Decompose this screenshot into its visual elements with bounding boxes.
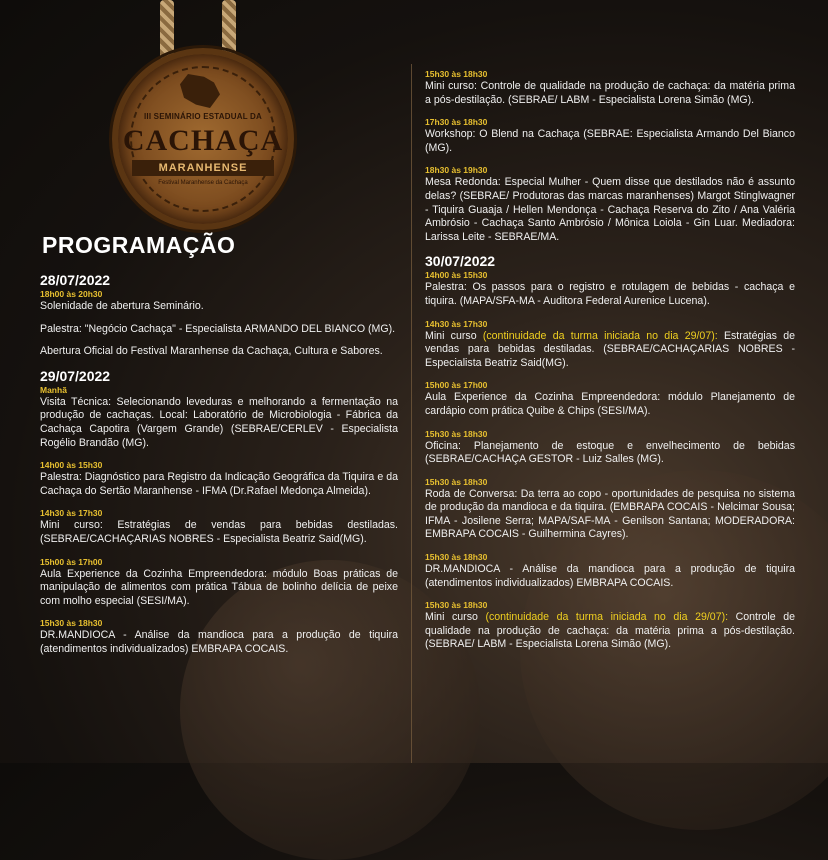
schedule-text-body: Workshop: O Blend na Cachaça (SEBRAE: Especialista Armando Del Bianco (MG). (425, 128, 795, 154)
schedule-text-body: Visita Técnica: Selecionando leveduras e melhorando a fermentação na produção de cachaças. Local: Laboratório de Microbiologia - Fábrica da Cachaça Capotira (Vargem Grande) (SEBRAE/CERLEV - Especialista Rogélio Brandão (MG). (40, 395, 398, 449)
schedule-gap (425, 467, 795, 476)
schedule-entry (40, 289, 398, 314)
schedule-time: 15h00 às 17h00 (425, 380, 488, 391)
schedule-entry (425, 477, 795, 542)
schedule-time: 15h00 às 17h00 (40, 556, 103, 567)
schedule-entry (40, 460, 398, 498)
schedule-entry (425, 165, 795, 244)
schedule-entry (40, 508, 398, 546)
schedule-entry (425, 270, 795, 308)
schedule-time: 15h30 às 18h30 (40, 618, 103, 629)
schedule-time: 14h00 às 15h30 (40, 460, 103, 471)
schedule-entry (425, 117, 795, 155)
schedule-text-body: Roda de Conversa: Da terra ao copo - oportunidades de pesquisa no sistema de produção da mandioca e da tiquira. (EMBRAPA COCAIS - Nelcimar Sousa; IFMA - Josilene Serra; MAPA/SAF-MA - Genilson Santana; MODERADORA: EMBRAPA COCAIS - Guilhermina Cayres). (425, 487, 795, 541)
schedule-right-column (425, 68, 795, 652)
schedule-gap (40, 608, 398, 617)
schedule-text (40, 396, 398, 450)
schedule-entry (425, 552, 795, 590)
schedule-time: Manhã (40, 384, 67, 395)
schedule-gap (425, 107, 795, 116)
schedule-entry (425, 253, 795, 269)
schedule-text (425, 611, 795, 652)
schedule-text (425, 440, 795, 467)
schedule-time: 15h30 às 18h30 (425, 600, 488, 611)
schedule-text (40, 519, 398, 546)
schedule-gap (40, 450, 398, 459)
schedule-entry (40, 272, 398, 288)
schedule-text-body: DR.MANDIOCA - Análise da mandioca para a produção de tiquira (atendimentos individualizados) EMBRAPA COCAIS. (40, 629, 398, 655)
schedule-gap (425, 590, 795, 599)
schedule-text (425, 330, 795, 371)
schedule-text-body: Controle de qualidade na produção de cachaça: da matéria prima a pós-destilação. (SEBRAE/ LABM - Especialista Lorena Simão (MG). (425, 611, 795, 651)
schedule-text-body: Estratégias de vendas para bebidas destiladas. (SEBRAE/CACHAÇARIAS NOBRES - Especialista Beatriz Said(MG). (425, 329, 795, 369)
schedule-entry (40, 345, 398, 359)
schedule-time: 14h30 às 17h30 (40, 508, 103, 519)
event-logo (112, 48, 294, 230)
schedule-text (40, 323, 398, 337)
schedule-entry (40, 368, 398, 384)
logo-band: MARANHENSE (132, 160, 274, 176)
schedule-gap (40, 359, 398, 368)
schedule-gap (425, 309, 795, 318)
schedule-left-column (40, 272, 398, 657)
schedule-text-body: Palestra: Diagnóstico para Registro da Indicação Geográfica da Tiquira e da Cachaça do Sertão Maranhense - IFMA (Dr.Rafael Medonça Almeida). (40, 471, 398, 497)
schedule-entry (40, 557, 398, 609)
column-divider (411, 64, 412, 763)
schedule-time: 14h30 às 17h30 (425, 318, 488, 329)
schedule-highlight: (continuidade da turma iniciada no dia 29/07): (482, 329, 718, 342)
logo-subtitle: III SEMINÁRIO ESTADUAL DA (143, 112, 263, 121)
schedule-text (425, 176, 795, 244)
schedule-time: 18h00 às 20h30 (40, 289, 103, 299)
schedule-gap (40, 336, 398, 345)
schedule-entry (40, 323, 398, 337)
schedule-entry (425, 600, 795, 652)
schedule-entry (40, 618, 398, 656)
schedule-text-prefix: Mini curso (425, 329, 483, 342)
schedule-text-body: Mini curso: Estratégias de vendas para bebidas destiladas. (SEBRAE/CACHAÇARIAS NOBRES - Especialista Beatriz Said(MG). (40, 519, 398, 545)
schedule-gap (40, 498, 398, 507)
schedule-entry (425, 429, 795, 467)
schedule-text-body: Aula Experience da Cozinha Empreendedora: módulo Boas práticas de manipulação de alimentos com prática Tábua de bolinho delícia de peixe com molho especial (SESI/MA). (40, 567, 398, 607)
schedule-entry (40, 385, 398, 450)
schedule-text-body: Abertura Oficial do Festival Maranhense da Cachaça, Cultura e Sabores. (40, 345, 383, 358)
schedule-date: 28/07/2022 (40, 272, 111, 288)
schedule-text-body: Palestra: Os passos para o registro e rotulagem de bebidas - cachaça e tiquira. (MAPA/SFA-MA - Auditora Federal Aurenice Lucena). (425, 281, 795, 307)
schedule-date: 30/07/2022 (425, 253, 496, 270)
schedule-text (40, 471, 398, 498)
schedule-gap (425, 244, 795, 253)
schedule-entry (425, 380, 795, 418)
schedule-gap (425, 155, 795, 164)
schedule-text-body: Solenidade de abertura Seminário. (40, 300, 204, 312)
schedule-time: 15h30 às 18h30 (425, 428, 488, 439)
schedule-gap (40, 547, 398, 556)
schedule-entry (425, 69, 795, 107)
schedule-text (425, 391, 795, 418)
schedule-text (40, 300, 398, 314)
schedule-gap (425, 419, 795, 428)
schedule-gap (40, 314, 398, 323)
schedule-text-body: Oficina: Planejamento de estoque e envelhecimento de bebidas (SEBRAE/CACHAÇA GESTOR - Luiz Salles (MG). (425, 439, 795, 466)
schedule-text-body: Mini curso: Controle de qualidade na produção de cachaça: da matéria prima a pós-destilação. (SEBRAE/ LABM - Especialista Lorena Simão (MG). (425, 80, 795, 106)
schedule-text (425, 563, 795, 590)
schedule-text-body: Palestra: "Negócio Cachaça" - Especialista ARMANDO DEL BIANCO (MG). (40, 322, 396, 335)
schedule-time: 15h30 às 18h30 (425, 476, 488, 487)
schedule-gap (425, 370, 795, 379)
schedule-time: 15h30 às 18h30 (425, 69, 488, 79)
schedule-time: 14h00 às 15h30 (425, 270, 488, 281)
logo-main-text: CACHAÇA (122, 124, 284, 157)
schedule-gap (425, 542, 795, 551)
schedule-text (425, 128, 795, 155)
schedule-entry (425, 319, 795, 371)
schedule-text (425, 281, 795, 308)
schedule-time: 18h30 às 19h30 (425, 165, 488, 176)
schedule-text-prefix: Mini curso (425, 611, 486, 624)
schedule-text-body: Aula Experience da Cozinha Empreendedora: módulo Planejamento de cardápio com prática Quibe & Chips (SESI/MA). (425, 391, 795, 417)
page-title: PROGRAMAÇÃO (42, 232, 236, 258)
schedule-text (425, 80, 795, 107)
schedule-text (40, 629, 398, 656)
schedule-text (40, 345, 398, 359)
schedule-text (40, 568, 398, 609)
rope-left (160, 0, 174, 60)
schedule-date: 29/07/2022 (40, 367, 111, 384)
schedule-time: 17h30 às 18h30 (425, 117, 488, 128)
schedule-highlight: (continuidade da turma iniciada no dia 29/07): (485, 611, 729, 624)
logo-footer: Festival Maranhense da Cachaça (158, 180, 248, 186)
schedule-text (425, 488, 795, 542)
schedule-time: 15h30 às 18h30 (425, 552, 488, 563)
schedule-text-body: Mesa Redonda: Especial Mulher - Quem disse que destilados não é assunto delas? (SEBRAE/ Produtoras das marcas maranhenses) Margot Stinglwagner - Tiquira Guaaja / Hellen Mendonça - Cachaça Reserva do Zito / Ana Valéria Ambrósio - Cachaça Santo Ambrósio / Mônica Loiola - Gin Luar. Mediadora: Larissa Leite - SEBRAE/MA. (425, 176, 795, 243)
schedule-text-body: DR.MANDIOCA - Análise da mandioca para a produção de tiquira (atendimentos individualizados) EMBRAPA COCAIS. (425, 563, 795, 589)
